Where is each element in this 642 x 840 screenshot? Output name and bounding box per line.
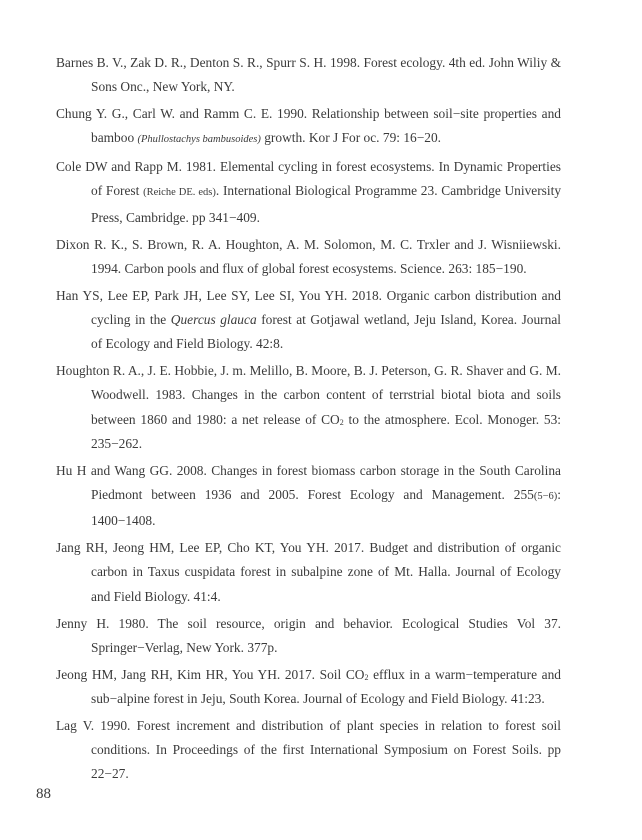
reference-text: Lag V. 1990. Forest increment and distribution of plant species in relation to forest soil conditions. In Proceedings of the first International Symposium on Forest Soils. pp 22−27. (56, 717, 561, 782)
reference-text: Cole DW and Rapp M. 1981. Elemental cycling in forest ecosystems. In Dynamic Properties of Forest (56, 159, 561, 199)
reference-item (56, 714, 561, 787)
subscript: 2 (364, 672, 369, 682)
reference-text: Houghton R. A., J. E. Hobbie, J. m. Melillo, B. Moore, B. J. Peterson, G. R. Shaver and G. M. Woodwell. 1983. Changes in the carbon content of terrstrial biotal biota and soils between 1860 and 1980: a net release of CO (56, 363, 561, 427)
reference-text: Han YS, Lee EP, Park JH, Lee SY, Lee SI, You YH. 2018. Organic carbon distribution and cycling in the (56, 287, 561, 327)
reference-item (56, 612, 561, 661)
species-name: Quercus glauca (170, 311, 257, 327)
reference-item (56, 459, 561, 534)
reference-text: Jang RH, Jeong HM, Lee EP, Cho KT, You YH. 2017. Budget and distribution of organic carbon in Taxus cuspidata forest in subalpine zone of Mt. Halla. Journal of Ecology and Field Biology. 41:4. (56, 540, 561, 604)
reference-text: forest at Gotjawal wetland, Jeju Island, Korea. Journal of Ecology and Field Biology. 42:8. (91, 311, 562, 352)
page-number: 88 (36, 786, 51, 802)
reference-text: Chung Y. G., Carl W. and Ramm C. E. 1990. Relationship between soil−site properties and bamboo (56, 106, 561, 146)
reference-text: : 1400−1408. (91, 487, 561, 529)
reference-list (56, 51, 561, 789)
reference-text: efflux in a warm−temperature and sub−alpine forest in Jeju, South Korea. Journal of Ecology and Field Biology. 41:23. (91, 666, 561, 706)
reference-text: Jeong HM, Jang RH, Kim HR, You YH. 2017. Soil CO (56, 666, 365, 682)
species-name: (Phullostachys bambusoides) (137, 134, 261, 146)
reference-text: to the atmosphere. Ecol. Monoger. 53: 235−262. (91, 411, 561, 451)
subscript: 2 (339, 417, 344, 427)
reference-item (56, 102, 561, 153)
reference-item (56, 51, 561, 100)
reference-item (56, 155, 561, 230)
reference-text: Hu H and Wang GG. 2008. Changes in forest biomass carbon storage in the South Carolina Piedmont between 1936 and 2005. Forest Ecology and Management. 255 (56, 462, 561, 503)
reference-text: Barnes B. V., Zak D. R., Denton S. R., Spurr S. H. 1998. Forest ecology. 4th ed. John Wiliy & Sons Onc., New York, NY. (56, 55, 561, 95)
reference-item (56, 359, 561, 456)
reference-text: Dixon R. K., S. Brown, R. A. Houghton, A. M. Solomon, M. C. Trxler and J. Wisniiewski. 1994. Carbon pools and flux of global forest ecosystems. Science. 263: 185−190. (56, 236, 561, 276)
reference-item (56, 536, 561, 609)
reference-text: Jenny H. 1980. The soil resource, origin and behavior. Ecological Studies Vol 37. Springer−Verlag, New York. 377p. (56, 615, 561, 655)
reference-text: . International Biological Programme 23. Cambridge University Press, Cambridge. pp 341−409. (91, 183, 562, 225)
editors-note: (Reiche DE. eds) (143, 187, 216, 199)
issue-number: (5−6) (533, 491, 558, 503)
reference-item (56, 233, 561, 282)
reference-item (56, 663, 561, 712)
reference-item (56, 284, 561, 357)
reference-text: growth. Kor J For oc. 79: 16−20. (260, 130, 442, 146)
